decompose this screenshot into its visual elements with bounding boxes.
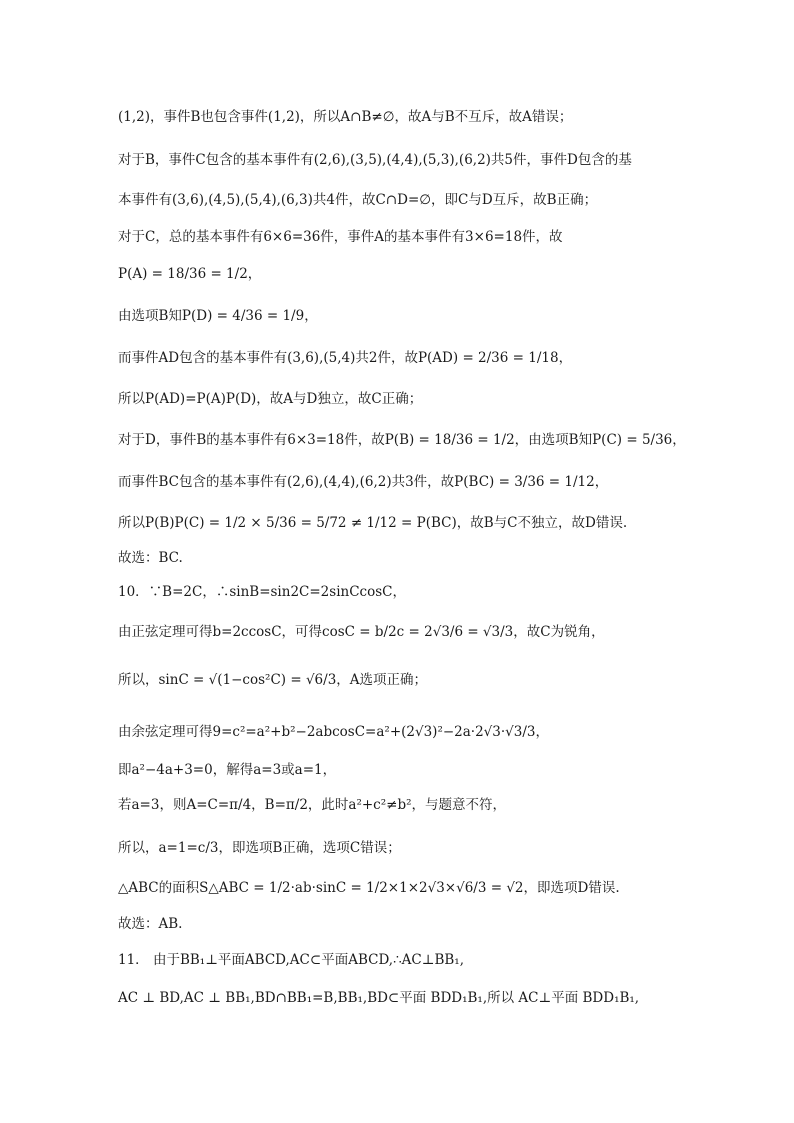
text-line-17	[118, 760, 754, 780]
text-line-8	[118, 389, 754, 409]
text-line-13	[118, 582, 754, 602]
text-line-23	[118, 988, 754, 1008]
text-line-10	[118, 472, 754, 492]
line-text: 所以，sinC = √(1−cos²C) = √6/3，A选项正确；	[118, 672, 428, 688]
text-line-14	[118, 622, 754, 642]
text-line-15	[118, 670, 754, 690]
line-text: 10．∵B=2C，∴sinB=sin2C=2sinCcosC，	[118, 584, 406, 600]
text-line-5	[118, 264, 754, 284]
text-line-12	[118, 548, 754, 568]
text-line-22	[118, 950, 754, 970]
text-line-9	[118, 430, 754, 450]
text-line-3	[118, 190, 754, 210]
text-line-20	[118, 878, 754, 898]
text-line-16	[118, 722, 754, 742]
text-line-2	[118, 150, 754, 170]
line-text: 故选：AB.	[118, 916, 183, 932]
line-text: P(A) = 18/36 = 1/2，	[118, 266, 262, 282]
text-line-11	[118, 513, 754, 533]
line-text: 对于D，事件B的基本事件有6×3=18件，故P(B) = 18/36 = 1/2，由选项B知P(C) = 5/36，	[118, 432, 686, 448]
text-line-18	[118, 795, 754, 815]
line-text: (1,2)，事件B也包含事件(1,2)，所以A∩B≠∅，故A与B不互斥，故A错误；	[118, 109, 573, 125]
line-text: 故选：BC.	[118, 550, 183, 566]
line-text: 而事件AD包含的基本事件有(3,6),(5,4)共2件，故P(AD) = 2/36 = 1/18，	[118, 350, 573, 366]
line-text: 即a²−4a+3=0，解得a=3或a=1，	[118, 762, 337, 778]
line-text: 对于C，总的基本事件有6×6=36件，事件A的基本事件有3×6=18件，故	[118, 229, 563, 245]
line-text: 由正弦定理可得b=2ccosC，可得cosC = b/2c = 2√3/6 = √3/3，故C为锐角，	[118, 624, 605, 640]
line-text: 所以P(B)P(C) = 1/2 × 5/36 = 5/72 ≠ 1/12 = P(BC)，故B与C不独立，故D错误.	[118, 515, 628, 531]
line-text: △ABC的面积S△ABC = 1/2·ab·sinC = 1/2×1×2√3×√6/3 = √2，即选项D错误.	[118, 880, 620, 896]
line-text: 而事件BC包含的基本事件有(2,6),(4,4),(6,2)共3件，故P(BC) = 3/36 = 1/12，	[118, 474, 609, 490]
text-line-19	[118, 838, 754, 858]
text-line-1	[118, 107, 754, 127]
text-line-6	[118, 306, 754, 326]
line-text: 11． 由于BB₁⊥平面ABCD,AC⊂平面ABCD,∴AC⊥BB₁,	[118, 952, 464, 968]
line-text: 由余弦定理可得9=c²=a²+b²−2abcosC=a²+(2√3)²−2a·2√3·√3/3，	[118, 724, 549, 740]
line-text: 若a=3，则A=C=π/4，B=π/2，此时a²+c²≠b²，与题意不符，	[118, 797, 507, 813]
line-text: 由选项B知P(D) = 4/36 = 1/9，	[118, 308, 318, 324]
text-line-21	[118, 914, 754, 934]
line-text: AC ⊥ BD,AC ⊥ BB₁,BD∩BB₁=B,BB₁,BD⊂平面 BDD₁B₁,所以 AC⊥平面 BDD₁B₁,	[118, 990, 640, 1006]
line-text: 所以P(AD)=P(A)P(D)，故A与D独立，故C正确；	[118, 391, 423, 407]
line-text: 对于B，事件C包含的基本事件有(2,6),(3,5),(4,4),(5,3),(6,2)共5件，事件D包含的基	[118, 152, 632, 168]
text-line-4	[118, 227, 754, 247]
line-text: 本事件有(3,6),(4,5),(5,4),(6,3)共4件，故C∩D=∅，即C与D互斥，故B正确；	[118, 192, 598, 208]
line-text: 所以，a=1=c/3，即选项B正确，选项C错误；	[118, 840, 401, 856]
text-line-7	[118, 348, 754, 368]
